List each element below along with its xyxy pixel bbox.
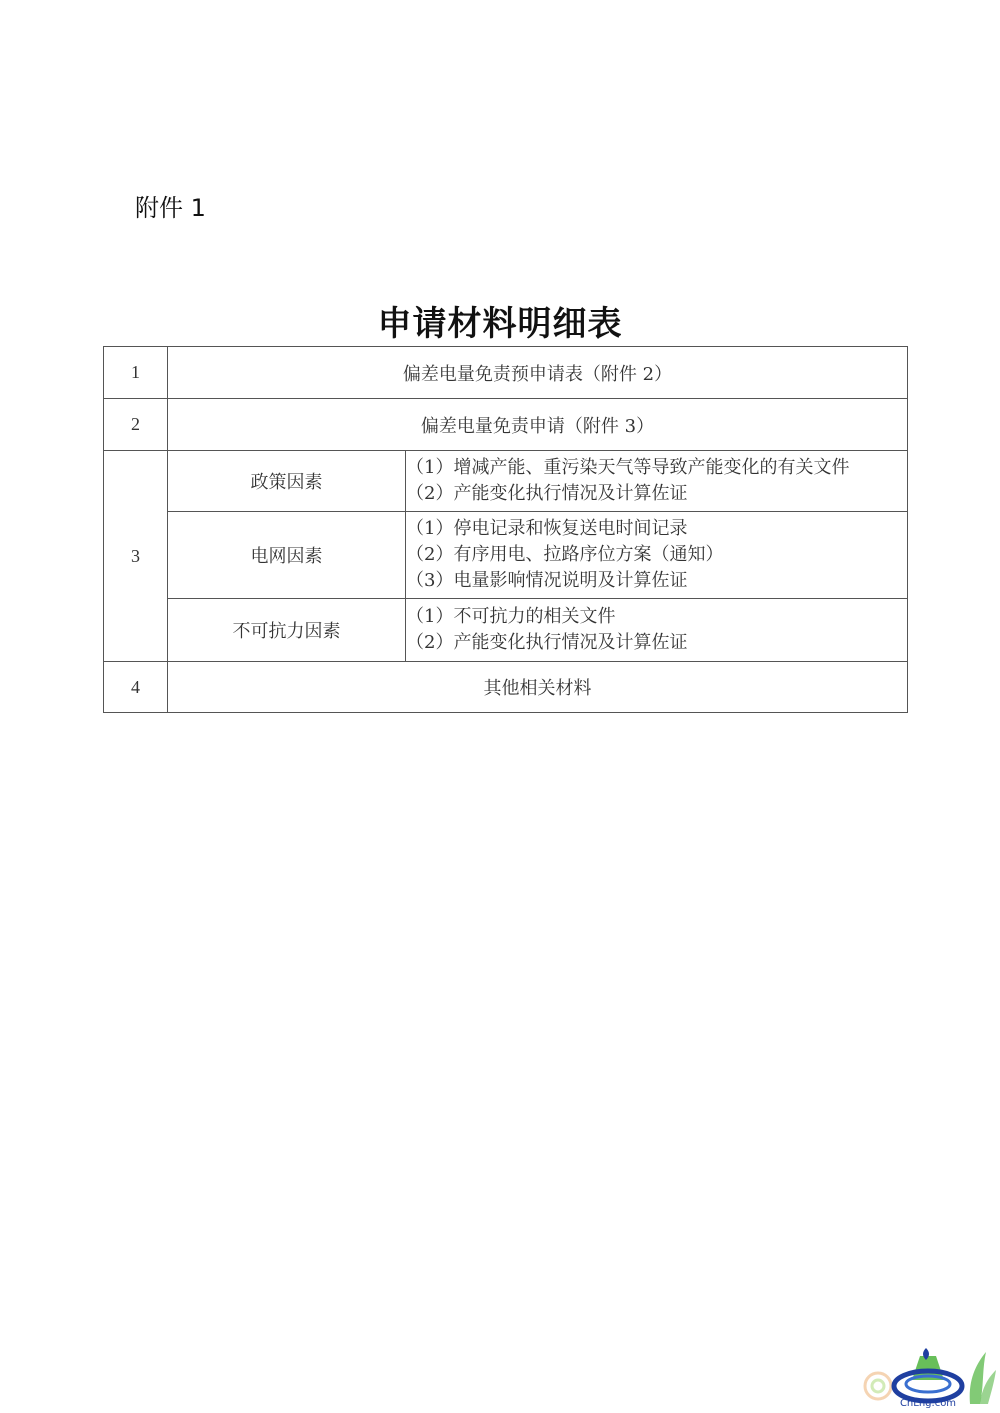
list-item: （2）有序用电、拉路序位方案（通知） (406, 544, 724, 565)
table-row (104, 347, 908, 399)
document-title: 申请材料明细表 (377, 304, 623, 344)
factor-grid: 电网因素 (168, 512, 406, 599)
row-number: 4 (104, 662, 168, 713)
watermark-text: CnLng.com (899, 1398, 957, 1409)
list-item: （1）增减产能、重污染天气等导致产能变化的有关文件 (406, 457, 850, 478)
table-row (104, 662, 908, 713)
materials-table (103, 346, 908, 713)
list-item: （1）不可抗力的相关文件 (406, 606, 616, 627)
factor-policy-items (406, 451, 908, 512)
factor-grid-items (406, 512, 908, 599)
table-row (104, 599, 908, 662)
row-number: 2 (104, 399, 168, 451)
row-number: 1 (104, 347, 168, 399)
list-item: （2）产能变化执行情况及计算佐证 (406, 483, 688, 504)
attachment-label: 附件 1 (135, 194, 206, 222)
row-text: 偏差电量免责申请（附件 3） (168, 399, 908, 451)
list-item: （2）产能变化执行情况及计算佐证 (406, 632, 688, 653)
row-number: 3 (104, 451, 168, 662)
table-row (104, 512, 908, 599)
factor-force-majeure-items (406, 599, 908, 662)
factor-force-majeure: 不可抗力因素 (168, 599, 406, 662)
list-item: （3）电量影响情况说明及计算佐证 (406, 570, 688, 591)
cnlng-watermark-logo (858, 1340, 998, 1410)
factor-policy: 政策因素 (168, 451, 406, 512)
table-row (104, 451, 908, 512)
table-row (104, 399, 908, 451)
row-text: 偏差电量免责预申请表（附件 2） (168, 347, 908, 399)
row-text: 其他相关材料 (168, 662, 908, 713)
list-item: （1）停电记录和恢复送电时间记录 (406, 518, 688, 539)
